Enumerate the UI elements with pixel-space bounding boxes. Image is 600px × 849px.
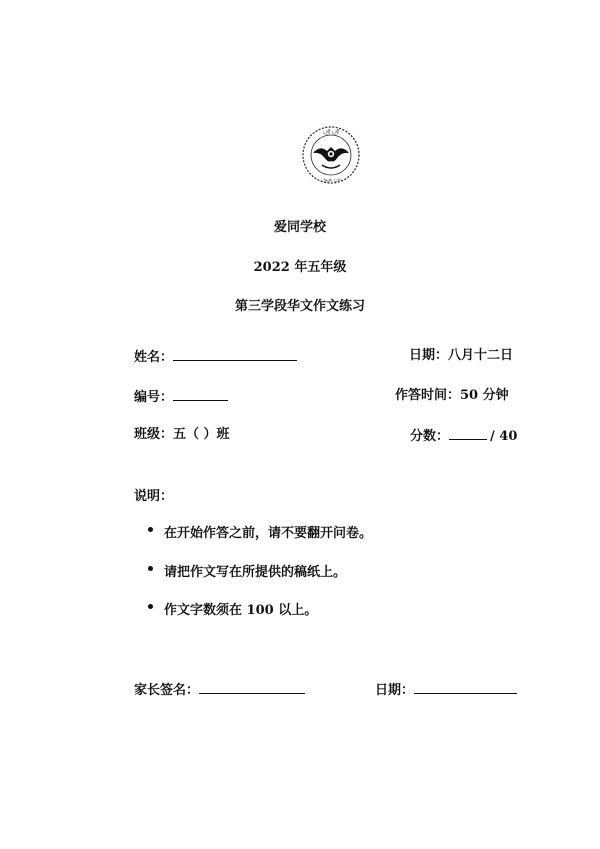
date-label: 日期：: [409, 348, 449, 363]
school-name: 爱同学校: [273, 220, 326, 235]
score-total: / 40: [490, 429, 518, 444]
name-label: 姓名：: [134, 350, 174, 365]
school-logo: [300, 123, 362, 187]
parent-signature-label: 家长签名：: [134, 683, 200, 698]
score-blank[interactable]: [449, 427, 487, 440]
signature-date-blank[interactable]: [414, 681, 517, 694]
name-blank[interactable]: [173, 348, 297, 361]
svg-text:ஆத பா: ஆத பா: [321, 177, 341, 183]
instruction-item: 在开始作答之前，请不要翻开问卷。: [148, 522, 372, 561]
grade-line: 2022 年五年级: [253, 260, 347, 275]
instruction-item: 请把作文写在所提供的稿纸上。: [148, 561, 372, 600]
school-crest-emblem-icon: [300, 123, 362, 187]
signature-date-field: [375, 681, 517, 699]
class-label: 班级：: [134, 427, 174, 442]
time-label: 作答时间：: [395, 388, 461, 403]
number-field: [134, 388, 228, 406]
parent-signature-field: [134, 681, 305, 699]
score-field: [410, 427, 517, 445]
exam-title: 第三学段华文作文练习: [234, 299, 365, 314]
class-field: [134, 427, 230, 443]
number-blank[interactable]: [173, 388, 228, 401]
signature-date-label: 日期：: [375, 683, 415, 698]
parent-signature-blank[interactable]: [199, 681, 305, 694]
instructions-list: [148, 522, 372, 638]
instruction-item: 作文字数须在 100 以上。: [148, 599, 372, 638]
class-value: 五（ ）班: [173, 427, 230, 442]
number-label: 编号：: [134, 390, 174, 405]
time-field: [395, 388, 509, 404]
date-field: [409, 348, 513, 364]
svg-text:ஸ்ரீ ஸ்ரீ: ஸ்ரீ ஸ்ரீ: [322, 129, 340, 135]
score-label: 分数：: [410, 429, 450, 444]
name-field: [134, 348, 297, 366]
instructions-heading: 说明：: [134, 489, 174, 504]
time-value: 50 分钟: [460, 388, 509, 403]
date-value: 八月十二日: [448, 348, 514, 363]
